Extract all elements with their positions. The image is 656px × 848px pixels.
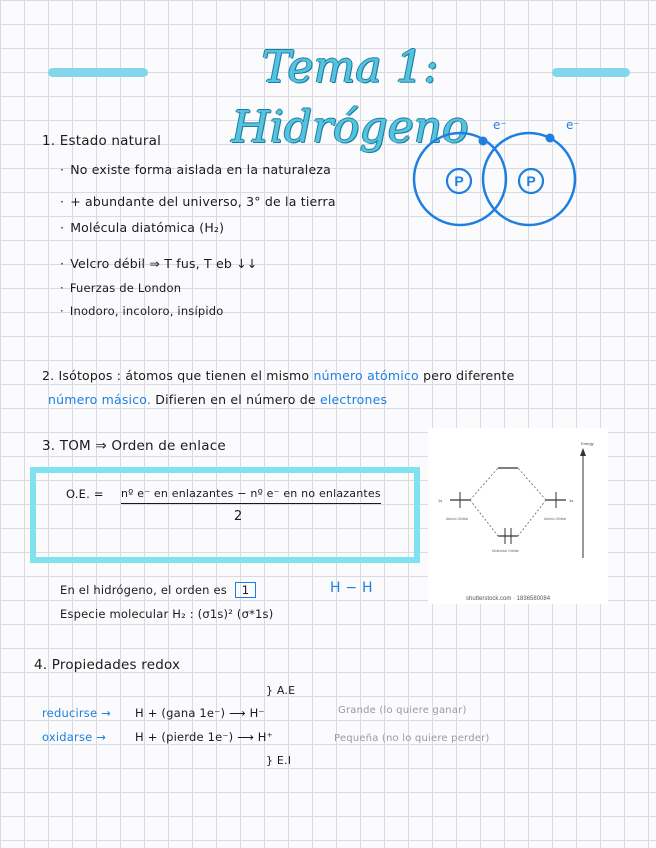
proton-left-label: P xyxy=(454,173,464,189)
s1-item-6: · Inodoro, incoloro, insípido xyxy=(60,304,224,318)
oxidation-note: Pequeña (no lo quiere perder) xyxy=(334,733,490,744)
electrons-term: electrones xyxy=(319,392,388,407)
oxidation-equation: H + (pierde 1e⁻) ⟶ H⁺ xyxy=(135,730,273,744)
formula-denominator: 2 xyxy=(234,509,243,524)
section-1-heading: 1. Estado natural xyxy=(42,133,162,149)
mass-number-term: número másico. xyxy=(48,392,152,407)
energy-label: Energy xyxy=(581,441,594,446)
h2-molecule-diagram xyxy=(405,115,595,235)
reduction-note: Grande (lo quiere ganar) xyxy=(338,705,467,716)
section-2-line-2 xyxy=(48,392,387,407)
reduction-equation: H + (gana 1e⁻) ⟶ H⁻ xyxy=(135,706,265,720)
ionization-energy-note: } E.I xyxy=(266,754,292,767)
electron-right xyxy=(546,134,555,143)
electron-affinity-note: } A.E xyxy=(266,684,296,697)
left-orbital-label: Atomic Orbital xyxy=(446,517,468,521)
formula-numerator: nº e⁻ en enlazantes − nº e⁻ en no enlazantes xyxy=(121,487,381,504)
isotopes-definition-a: 2. Isótopos : átomos que tienen el mismo xyxy=(42,368,310,383)
right-atom-label: 1s xyxy=(569,498,574,503)
section-2-line-1 xyxy=(42,368,515,383)
proton-right-label: P xyxy=(526,173,536,189)
mo-diagram-panel xyxy=(428,428,608,604)
oxidation-label: oxidarse → xyxy=(42,730,107,744)
molecular-species: Especie molecular H₂ : (σ1s)² (σ*1s) xyxy=(60,607,274,621)
mo-diagram xyxy=(428,428,608,604)
electron-right-label: e⁻ xyxy=(566,118,580,132)
energy-axis-arrowhead xyxy=(580,448,586,456)
title-left-rule xyxy=(48,68,148,77)
left-to-bonding xyxy=(470,500,498,536)
right-to-antibonding xyxy=(518,468,546,500)
electron-left-label: e⁻ xyxy=(493,118,507,132)
section-4-heading: 4. Propiedades redox xyxy=(34,657,181,673)
left-atom-label: 1s xyxy=(438,498,443,503)
s1-item-4: · Velcro débil ⇒ T fus, T eb ↓↓ xyxy=(60,256,258,271)
formula-lhs: O.E. = xyxy=(66,487,104,501)
bond-order-text: En el hidrógeno, el orden es xyxy=(60,583,227,597)
right-orbital-label: Atomic Orbital xyxy=(544,517,566,521)
right-to-bonding xyxy=(518,500,546,536)
bond-order-statement xyxy=(60,582,256,598)
isotopes-difference: Difieren en el número de xyxy=(155,392,316,407)
page-title: Tema 1: Hidrógeno xyxy=(231,42,469,153)
bond-structure: H − H xyxy=(330,580,373,596)
s1-item-5: · Fuerzas de London xyxy=(60,281,181,295)
section-3-heading: 3. TOM ⇒ Orden de enlace xyxy=(42,438,226,454)
reduction-label: reducirse → xyxy=(42,706,111,720)
bond-order-formula-box xyxy=(30,467,420,563)
stock-watermark: shutterstock.com · 1836580084 xyxy=(466,596,551,602)
molecular-orbital-label: Molecular Orbital xyxy=(492,549,519,553)
left-to-antibonding xyxy=(470,468,498,500)
s1-item-1: · No existe forma aislada en la naturaleza xyxy=(60,162,331,177)
bond-order-value-box: 1 xyxy=(235,582,257,598)
s1-item-2: · + abundante del universo, 3° de la tierra xyxy=(60,194,336,209)
title-right-rule xyxy=(552,68,630,77)
electron-left xyxy=(479,137,488,146)
isotopes-definition-b: pero diferente xyxy=(423,368,515,383)
atomic-number-term: número atómico xyxy=(313,368,419,383)
s1-item-3: · Molécula diatómica (H₂) xyxy=(60,220,224,235)
